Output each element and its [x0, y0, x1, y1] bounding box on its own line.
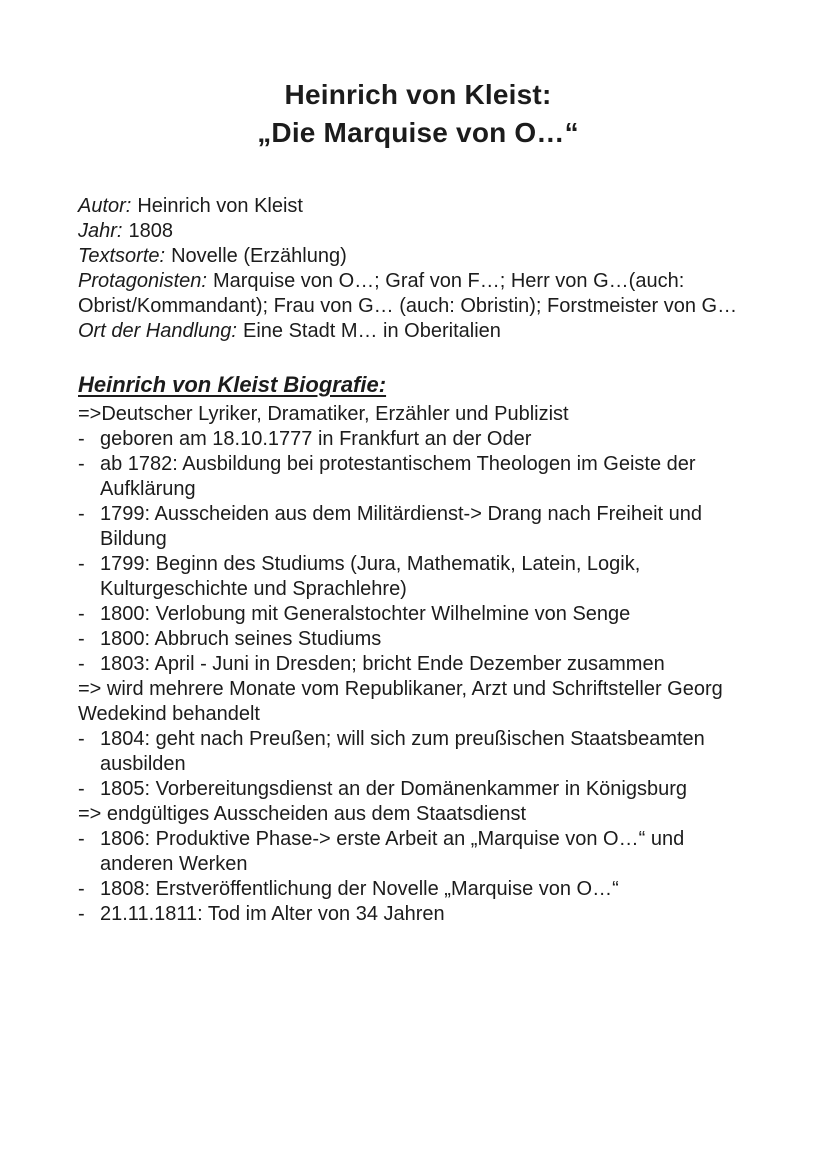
meta-row-jahr [78, 219, 758, 244]
bullet-text: 1800: Verlobung mit Generalstochter Wilhelmine von Senge [100, 603, 631, 625]
bullet-marker: - [78, 503, 85, 525]
bullet-marker: - [78, 453, 85, 475]
meta-row-ort-der-handlung [78, 319, 758, 344]
meta-label: Jahr: [78, 220, 123, 242]
bio-arrow-item: => wird mehrere Monate vom Republikaner, Arzt und Schriftsteller Georg Wedekind behandelt [78, 678, 723, 725]
meta-label: Ort der Handlung: [78, 320, 237, 342]
meta-label: Protagonisten: [78, 270, 207, 292]
bullet-marker: - [78, 778, 85, 800]
bullet-marker: - [78, 653, 85, 675]
bullet-marker: - [78, 828, 85, 850]
meta-value: Heinrich von Kleist [137, 195, 303, 217]
meta-row-protagonisten [78, 269, 758, 319]
title-line-1: Heinrich von Kleist: [284, 79, 552, 110]
meta-value: Eine Stadt M… in Oberitalien [242, 320, 501, 342]
biography-section [78, 371, 758, 927]
meta-row-autor [78, 194, 758, 219]
meta-row-textsorte [78, 244, 758, 269]
document-content [78, 76, 758, 927]
bio-bullet-item [78, 877, 758, 902]
meta-value: 1808 [128, 220, 173, 242]
bullet-text: 1803: April - Juni in Dresden; bricht Ende Dezember zusammen [100, 653, 665, 675]
bullet-text: 1799: Ausscheiden aus dem Militärdienst-> Drang nach Freiheit und Bildung [100, 503, 703, 550]
bullet-marker: - [78, 728, 85, 750]
meta-value: Marquise von O…; Graf von F…; Herr von G…(auch: Obrist/Kommandant); Frau von G… (auch: Obristin); Forstmeister von G… [78, 270, 738, 317]
bio-bullet-item [78, 777, 758, 802]
bullet-text: geboren am 18.10.1777 in Frankfurt an der Oder [100, 428, 532, 450]
bullet-marker: - [78, 878, 85, 900]
bullet-text: 1799: Beginn des Studiums (Jura, Mathematik, Latein, Logik, Kulturgeschichte und Sprachlehre) [100, 553, 641, 600]
meta-label: Textsorte: [78, 245, 166, 267]
biography-heading: Heinrich von Kleist Biografie: [78, 372, 387, 397]
metadata-block [78, 194, 758, 344]
bullet-text: 1800: Abbruch seines Studiums [100, 628, 382, 650]
page-title [78, 76, 758, 152]
bio-bullet-item [78, 552, 758, 602]
bio-bullet-item [78, 827, 758, 877]
bullet-text: ab 1782: Ausbildung bei protestantischem Theologen im Geiste der Aufklärung [100, 453, 696, 500]
bio-arrow-item: =>Deutscher Lyriker, Dramatiker, Erzähler und Publizist [78, 403, 569, 425]
bullet-marker: - [78, 428, 85, 450]
bio-bullet-item [78, 427, 758, 452]
bullet-text: 1808: Erstveröffentlichung der Novelle „Marquise von O…“ [100, 878, 619, 900]
bullet-text: 1804: geht nach Preußen; will sich zum preußischen Staatsbeamten ausbilden [100, 728, 705, 775]
bullet-marker: - [78, 603, 85, 625]
bio-bullet-item [78, 627, 758, 652]
bio-bullet-item [78, 727, 758, 777]
bio-bullet-item [78, 502, 758, 552]
bullet-marker: - [78, 903, 85, 925]
bio-bullet-item [78, 652, 758, 677]
meta-label: Autor: [78, 195, 132, 217]
bullet-marker: - [78, 553, 85, 575]
bio-bullet-item [78, 452, 758, 502]
meta-value: Novelle (Erzählung) [171, 245, 347, 267]
title-line-2: „Die Marquise von O…“ [257, 117, 579, 148]
bio-bullet-item [78, 902, 758, 927]
bullet-text: 1805: Vorbereitungsdienst an der Domänenkammer in Königsburg [100, 778, 688, 800]
bullet-text: 1806: Produktive Phase-> erste Arbeit an „Marquise von O…“ und anderen Werken [100, 828, 685, 875]
bio-bullet-item [78, 602, 758, 627]
bullet-marker: - [78, 628, 85, 650]
bio-arrow-item: => endgültiges Ausscheiden aus dem Staatsdienst [78, 803, 527, 825]
bullet-text: 21.11.1811: Tod im Alter von 34 Jahren [100, 903, 445, 925]
